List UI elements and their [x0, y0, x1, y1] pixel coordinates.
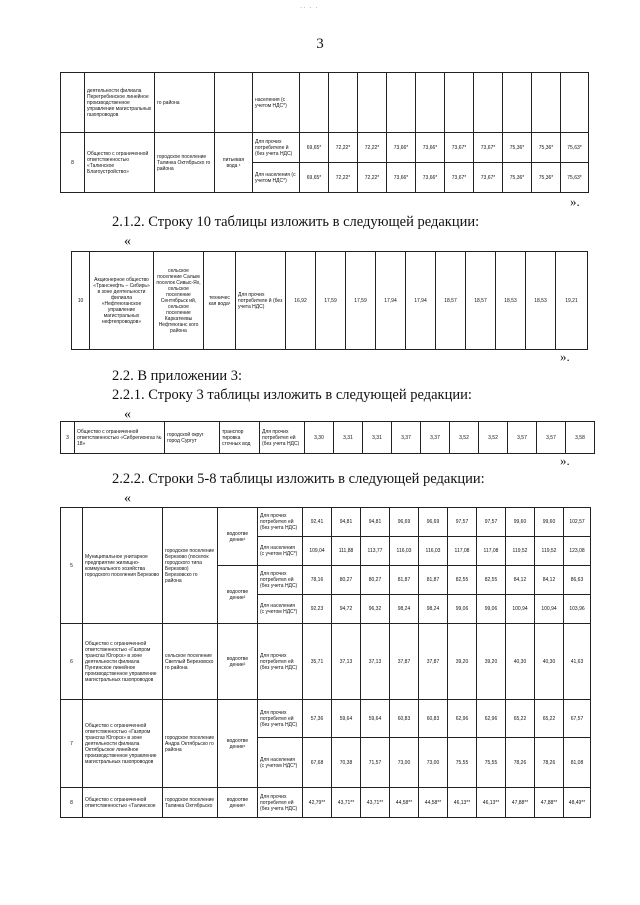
service-cell: [215, 73, 253, 133]
value-cell: 72,22*: [329, 163, 358, 193]
value-cell: 60,83: [419, 700, 448, 738]
place-cell: городское поселение Талинка Октябрьско го района: [155, 133, 215, 193]
units-cell: Для населения (с учетом НДС*): [253, 163, 300, 193]
value-cell: 65,22: [506, 700, 535, 738]
value-cell: 75,63*: [561, 163, 589, 193]
org-cell: деятельности филиала Перегребинское линейное производственное управление магистральных газопроводов: [85, 73, 155, 133]
value-cell: 62,96: [448, 700, 477, 738]
value-cell: 46,13**: [448, 788, 477, 818]
section-heading: 2.1.2. Строку 10 таблицы изложить в следующей редакции:: [112, 214, 480, 230]
service-cell: техничес кая вода¹: [204, 252, 236, 350]
value-cell: 60,83: [390, 700, 419, 738]
value-cell: 94,72: [332, 595, 361, 624]
value-cell: 73,00: [419, 738, 448, 788]
value-cell: 3,31: [363, 422, 392, 454]
value-cell: 119,52: [535, 537, 564, 566]
value-cell: 109,04: [303, 537, 332, 566]
value-cell: 116,03: [390, 537, 419, 566]
value-cell: 99,06: [448, 595, 477, 624]
value-cell: 75,36*: [532, 163, 561, 193]
units-cell: Для прочих потребител ей (без учета НДС): [258, 624, 303, 700]
value-cell: 3,30: [305, 422, 334, 454]
value-cell: 37,13: [332, 624, 361, 700]
units-cell: Для населения (с учетом НДС*): [258, 738, 303, 788]
value-cell: 75,36*: [532, 133, 561, 163]
org-cell: Акционерное общество «Транснефть – Сибирь» в зоне деятельности филиала «Нефтеюганское управление магистральных нефтепроводов»: [90, 252, 154, 350]
value-cell: 78,16: [303, 566, 332, 595]
value-cell: 65,22: [535, 700, 564, 738]
value-cell: 48,49**: [564, 788, 591, 818]
value-cell: 69,65*: [300, 133, 329, 163]
value-cell: 71,57: [361, 738, 390, 788]
place-cell: сельское поселение Светлый Березовско го района: [163, 624, 218, 700]
scan-mark: ·· · ·: [300, 4, 319, 12]
value-cell: 94,81: [332, 508, 361, 537]
value-cell: 37,87: [419, 624, 448, 700]
value-cell: 17,59: [316, 252, 346, 350]
section-heading: 2.2.2. Строки 5-8 таблицы изложить в следующей редакции:: [112, 471, 485, 487]
value-cell: 40,30: [506, 624, 535, 700]
num-cell: [61, 73, 85, 133]
value-cell: 18,57: [466, 252, 496, 350]
units-cell: Для прочих потребител ей (без учета НДС): [260, 422, 305, 454]
value-cell: 75,36*: [503, 163, 532, 193]
value-cell: 97,57: [477, 508, 506, 537]
place-cell: городское поселение Березово (поселок городского типа Березово) Березовско го района: [163, 508, 218, 624]
value-cell: 113,77: [361, 537, 390, 566]
row-number: 5: [61, 508, 83, 624]
value-cell: 39,20: [477, 624, 506, 700]
units-cell: населения (с учетом НДС*): [253, 73, 300, 133]
value-cell: 73,66*: [387, 163, 416, 193]
units-cell: Для прочих потребител ей (без учета НДС): [258, 788, 303, 818]
opening-quote: «: [124, 234, 131, 249]
row-number: 7: [61, 700, 83, 788]
closing-quote: ».: [570, 194, 580, 209]
value-cell: 47,88**: [535, 788, 564, 818]
value-cell: 17,94: [376, 252, 406, 350]
value-cell: 3,57: [537, 422, 566, 454]
place-cell: го района: [155, 73, 215, 133]
value-cell: 3,52: [450, 422, 479, 454]
value-cell: 17,59: [346, 252, 376, 350]
value-cell: 72,22*: [329, 133, 358, 163]
value-cell: 80,27: [361, 566, 390, 595]
value-cell: 80,27: [332, 566, 361, 595]
value-cell: 123,08: [564, 537, 591, 566]
value-cell: 17,94: [406, 252, 436, 350]
section-heading: 2.2. В приложении 3:: [112, 368, 243, 384]
value-cell: 81,87: [419, 566, 448, 595]
page-number: 3: [316, 36, 324, 52]
value-cell: 96,32: [361, 595, 390, 624]
value-cell: 75,55: [448, 738, 477, 788]
org-cell: Муниципальное унитарное предприятие жилищно-коммунального хозяйства городского поселения Березово: [83, 508, 163, 624]
units-cell: Для населения (с учетом НДС*): [258, 595, 303, 624]
table-row: [61, 624, 591, 700]
service-cell: транспор тировка сточных вод: [220, 422, 260, 454]
value-cell: 67,57: [564, 700, 591, 738]
value-cell: 3,52: [479, 422, 508, 454]
value-cell: 35,71: [303, 624, 332, 700]
table-row: [61, 422, 595, 454]
value-cell: 92,41: [303, 508, 332, 537]
row-number: 3: [61, 422, 75, 454]
value-cell: 99,60: [506, 508, 535, 537]
service-cell: водоотве дение¹: [218, 788, 258, 818]
table-row: [72, 252, 588, 350]
place-cell: сельское поселение Салым поселок Сивыс-Ях, сельское поселение Сентябрьск ий, сельское поселение Каркатеевы Нефтеюганс кого района: [154, 252, 204, 350]
place-cell: городской округ город Сургут: [165, 422, 220, 454]
table-row: [61, 700, 591, 738]
service-cell: питьевая вода ¹: [215, 133, 253, 193]
value-cell: 43,71**: [332, 788, 361, 818]
table-c: [60, 421, 595, 454]
value-cell: 111,88: [332, 537, 361, 566]
value-cell: 99,60: [535, 508, 564, 537]
value-cell: 3,57: [508, 422, 537, 454]
opening-quote: «: [124, 407, 131, 422]
value-cell: 39,20: [448, 624, 477, 700]
value-cell: 46,13**: [477, 788, 506, 818]
org-cell: Общество с ограниченной ответственностью «Талинское Благоустройство»: [85, 133, 155, 193]
value-cell: 117,08: [448, 537, 477, 566]
value-cell: 19,21: [556, 252, 588, 350]
value-cell: 81,87: [390, 566, 419, 595]
service-cell: водоотве дение²: [218, 566, 258, 624]
table-row: [61, 788, 591, 818]
table-d: [60, 507, 591, 818]
value-cell: 73,66*: [387, 133, 416, 163]
value-cell: 37,13: [361, 624, 390, 700]
value-cell: 59,64: [332, 700, 361, 738]
value-cell: 69,65*: [300, 163, 329, 193]
value-cell: 84,12: [535, 566, 564, 595]
value-cell: 84,12: [506, 566, 535, 595]
value-cell: 57,36: [303, 700, 332, 738]
value-cell: 73,67*: [474, 163, 503, 193]
value-cell: 82,55: [477, 566, 506, 595]
value-cell: 119,52: [506, 537, 535, 566]
value-cell: 44,58**: [419, 788, 448, 818]
place-cell: городское поселение Андра Октябрьско го района: [163, 700, 218, 788]
value-cell: 3,37: [421, 422, 450, 454]
table-row: [61, 508, 591, 537]
value-cell: 96,69: [419, 508, 448, 537]
value-cell: 75,36*: [503, 133, 532, 163]
value-cell: 62,96: [477, 700, 506, 738]
units-cell: Для прочих потребител ей (без учета НДС): [258, 566, 303, 595]
value-cell: 16,92: [286, 252, 316, 350]
units-cell: Для прочих потребител ей (без учета НДС): [258, 508, 303, 537]
value-cell: 78,26: [506, 738, 535, 788]
org-cell: Общество с ограниченной ответственностью «Сибрегионгаз № 18»: [75, 422, 165, 454]
value-cell: 96,69: [390, 508, 419, 537]
value-cell: 72,22*: [358, 133, 387, 163]
section-heading: 2.2.1. Строку 3 таблицы изложить в следующей редакции:: [112, 387, 472, 403]
row-number: 8: [61, 133, 85, 193]
value-cell: 78,26: [535, 738, 564, 788]
value-cell: 86,63: [564, 566, 591, 595]
value-cell: 73,66*: [416, 133, 445, 163]
value-cell: 102,57: [564, 508, 591, 537]
value-cell: 3,31: [334, 422, 363, 454]
closing-quote: ».: [560, 349, 570, 364]
value-cell: 42,79**: [303, 788, 332, 818]
value-cell: 100,94: [506, 595, 535, 624]
table-row: [61, 73, 589, 133]
value-cell: 47,88**: [506, 788, 535, 818]
value-cell: 116,03: [419, 537, 448, 566]
value-cell: 73,67*: [445, 163, 474, 193]
value-cell: 70,38: [332, 738, 361, 788]
row-number: 8: [61, 788, 83, 818]
closing-quote: ».: [560, 453, 570, 468]
value-cell: 67,68: [303, 738, 332, 788]
value-cell: 40,30: [535, 624, 564, 700]
units-cell: Для прочих потребител ей (без учета НДС): [258, 700, 303, 738]
value-cell: 94,81: [361, 508, 390, 537]
value-cell: 92,23: [303, 595, 332, 624]
value-cell: 18,57: [436, 252, 466, 350]
opening-quote: «: [124, 491, 131, 506]
value-cell: 98,24: [390, 595, 419, 624]
table-row: [61, 133, 589, 163]
value-cell: 103,96: [564, 595, 591, 624]
value-cell: 98,24: [419, 595, 448, 624]
value-cell: 18,53: [526, 252, 556, 350]
value-cell: 73,67*: [445, 133, 474, 163]
value-cell: 100,94: [535, 595, 564, 624]
value-cell: 117,08: [477, 537, 506, 566]
value-cell: 3,58: [566, 422, 595, 454]
org-cell: Общество с ограниченной ответственностью «Газпром трансгаз Югорск» в зоне деятельности филиала Пунгинское линейное производственное управление магистральных газопроводов: [83, 624, 163, 700]
value-cell: 75,63*: [561, 133, 589, 163]
value-cell: 75,55: [477, 738, 506, 788]
units-cell: Для прочих потребителе й (без учета НДС): [253, 133, 300, 163]
units-cell: Для населения (с учетом НДС*): [258, 537, 303, 566]
value-cell: 73,67*: [474, 133, 503, 163]
value-cell: 43,71**: [361, 788, 390, 818]
place-cell: городское поселение Талинка Октябрьско: [163, 788, 218, 818]
service-cell: водоотве дение¹: [218, 508, 258, 566]
value-cell: 81,08: [564, 738, 591, 788]
table-b: [71, 251, 588, 350]
table-a: [60, 72, 589, 193]
service-cell: водоотве дение²: [218, 624, 258, 700]
value-cell: 18,53: [496, 252, 526, 350]
row-number: 6: [61, 624, 83, 700]
row-number: 10: [72, 252, 90, 350]
value-cell: 73,66*: [416, 163, 445, 193]
value-cell: 3,37: [392, 422, 421, 454]
value-cell: 41,63: [564, 624, 591, 700]
service-cell: водоотве дение¹: [218, 700, 258, 788]
value-cell: 72,22*: [358, 163, 387, 193]
units-cell: Для прочих потребителе й (без учета НДС): [236, 252, 286, 350]
value-cell: 73,00: [390, 738, 419, 788]
value-cell: 99,06: [477, 595, 506, 624]
value-cell: 59,64: [361, 700, 390, 738]
value-cell: 82,55: [448, 566, 477, 595]
value-cell: 44,58**: [390, 788, 419, 818]
org-cell: Общество с ограниченной ответственностью «Газпром трансгаз Югорск» в зоне деятельности филиала Октябрьское линейное производственное управление магистральных газопроводов: [83, 700, 163, 788]
value-cell: 37,87: [390, 624, 419, 700]
value-cell: 97,57: [448, 508, 477, 537]
org-cell: Общество с ограниченной ответственностью «Талинское: [83, 788, 163, 818]
